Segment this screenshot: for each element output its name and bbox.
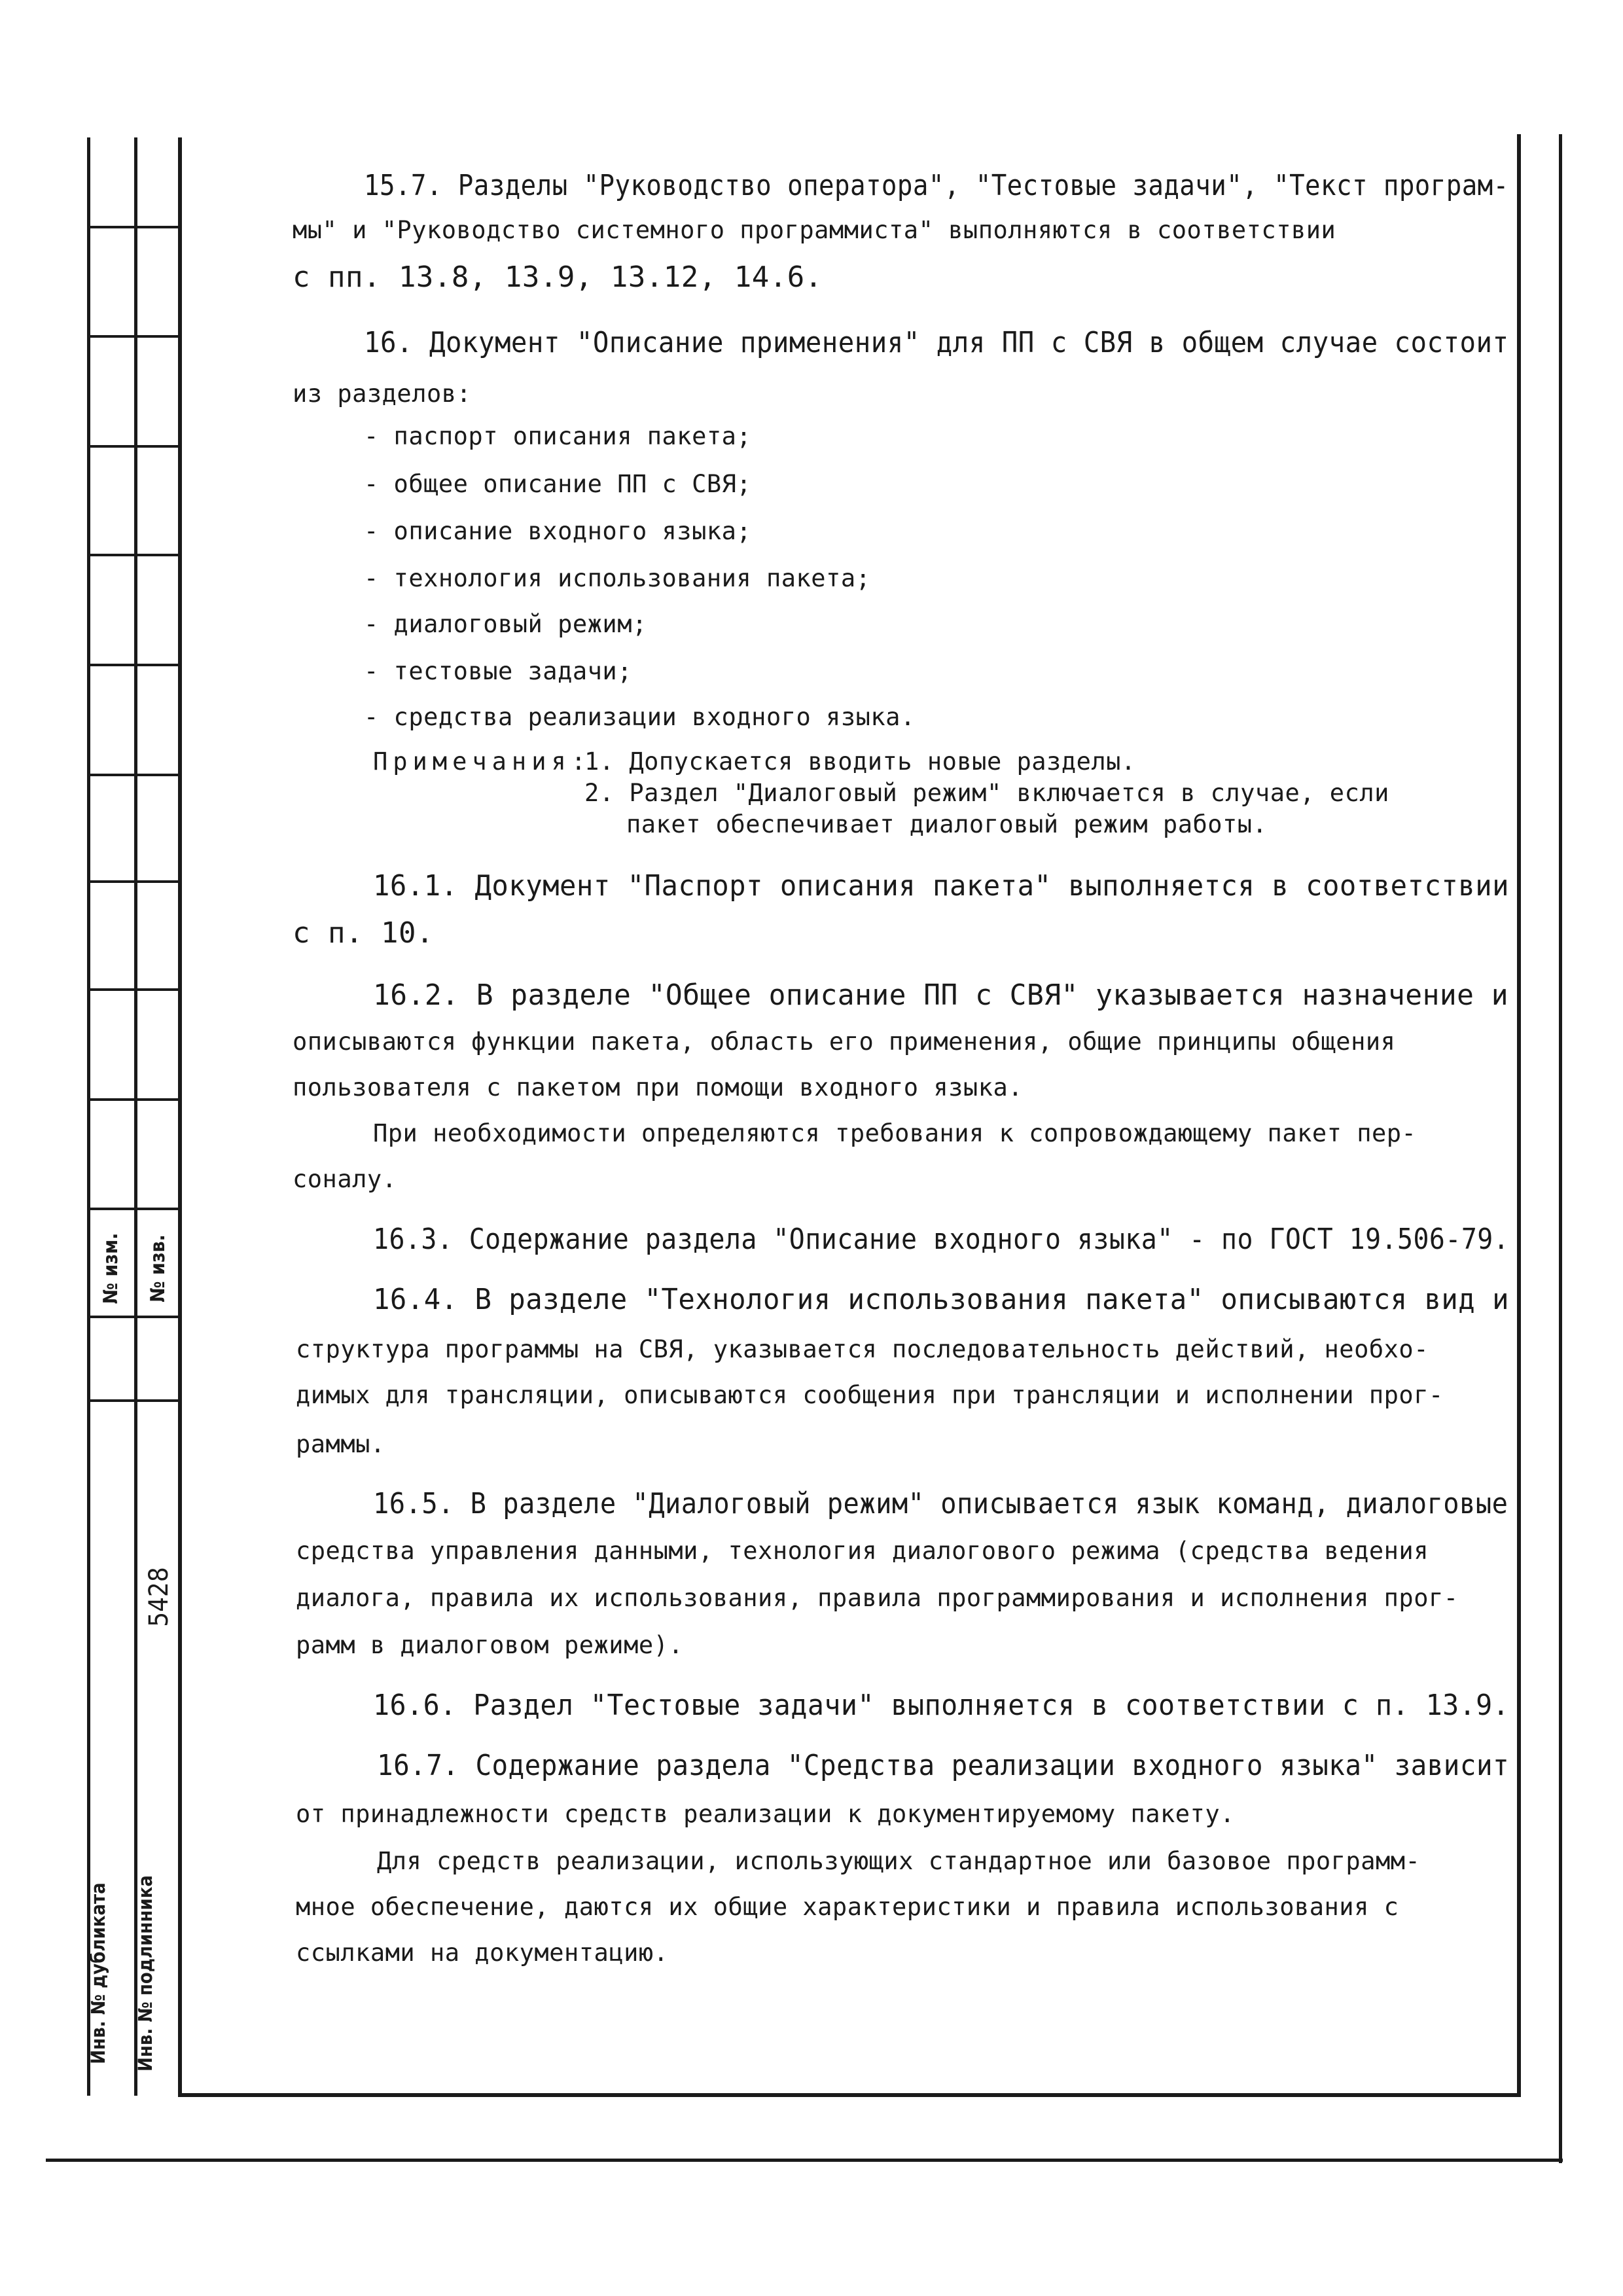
body-line: от принадлежности средств реализации к документируемому пакету. (296, 1800, 1235, 1828)
margin-sep (87, 1098, 182, 1101)
stamp-izv: № изв. (147, 1234, 169, 1302)
margin-sep (87, 335, 182, 338)
margin-sep (87, 988, 182, 991)
margin-sep (87, 554, 182, 556)
body-line: с п. 10. (293, 916, 434, 950)
margin-sep (87, 445, 182, 448)
note-item: пакет обеспечивает диалоговый режим работы. (626, 810, 1268, 838)
body-line: пользователя с пакетом при помощи входного языка. (293, 1073, 1024, 1102)
list-item: - технология использования пакета; (364, 564, 871, 592)
body-line: раммы. (296, 1430, 385, 1458)
body-line: мы" и "Руководство системного программиста" выполняются в соответствии (293, 216, 1336, 244)
stamp-inv-podlinnika: Инв. № подлинника (134, 1875, 156, 2072)
body-line: 16.3. Содержание раздела "Описание входного языка" - по ГОСТ 19.506-79. (373, 1223, 1510, 1256)
list-item: - паспорт описания пакета; (364, 422, 752, 450)
stamp-number: 5428 (144, 1567, 174, 1627)
body-line: 16.7. Содержание раздела "Средства реализации входного языка" зависит (377, 1749, 1510, 1782)
list-item: - средства реализации входного языка. (364, 703, 916, 731)
body-line: структура программы на СВЯ, указывается последовательность действий, необхо- (296, 1335, 1429, 1363)
body-line: 16.6. Раздел "Тестовые задачи" выполняется в соответствии с п. 13.9. (373, 1689, 1510, 1722)
margin-sep (87, 664, 182, 666)
frame-right (1517, 134, 1521, 2094)
frame-left-mid (134, 137, 137, 2096)
margin-sep (87, 880, 182, 883)
margin-sep (87, 1399, 182, 1402)
body-line: 15.7. Разделы "Руководство оператора", "Тестовые задачи", "Текст програм- (364, 169, 1509, 202)
margin-sep (87, 774, 182, 776)
margin-sep (87, 1208, 182, 1210)
stamp-inv-dublikata: Инв. № дубликата (87, 1882, 109, 2064)
frame-left-outer (87, 137, 90, 2096)
note-item: 2. Раздел "Диалоговый режим" включается в случае, если (584, 779, 1389, 807)
stamp-izm: № изм. (99, 1232, 122, 1304)
body-line: средства управления данными, технология диалогового режима (средства ведения (296, 1537, 1429, 1565)
body-line: При необходимости определяются требования к сопровождающему пакет пер- (373, 1119, 1417, 1147)
frame-bottom (178, 2093, 1521, 2097)
body-line: с пп. 13.8, 13.9, 13.12, 14.6. (293, 260, 823, 294)
margin-sep (87, 1316, 182, 1318)
body-line: рамм в диалоговом режиме). (296, 1631, 684, 1659)
page-bottom-rule (46, 2159, 1563, 2162)
body-line: 16.1. Документ "Паспорт описания пакета" выполняется в соответствии (373, 869, 1510, 903)
list-item: - описание входного языка; (364, 517, 752, 545)
body-line: 16.4. В разделе "Технология использования пакета" описываются вид и (373, 1283, 1510, 1316)
body-line: ссылками на документацию. (296, 1939, 669, 1967)
frame-right-outer (1559, 134, 1562, 2163)
list-item: - диалоговый режим; (364, 610, 647, 638)
margin-sep (87, 226, 182, 228)
body-line: описываются функции пакета, область его применения, общие принципы общения (293, 1028, 1396, 1056)
list-item: - тестовые задачи; (364, 657, 632, 685)
body-line: соналу. (293, 1165, 397, 1193)
body-line: диалога, правила их использования, правила программирования и исполнения прог- (296, 1584, 1459, 1612)
notes-heading: Примечания: (373, 747, 592, 776)
list-item: - общее описание ПП с СВЯ; (364, 470, 752, 498)
body-line: Для средств реализации, использующих стандартное или базовое программ- (377, 1847, 1421, 1875)
body-line: 16.5. В разделе "Диалоговый режим" описывается язык команд, диалоговые (373, 1487, 1508, 1520)
body-line: 16.2. В разделе "Общее описание ПП с СВЯ" указывается назначение и (373, 978, 1509, 1012)
note-item: 1. Допускается вводить новые разделы. (584, 747, 1136, 776)
frame-left-inner (178, 137, 182, 2096)
body-line: мное обеспечение, даются их общие характеристики и правила использования с (296, 1893, 1399, 1921)
body-line: димых для трансляции, описываются сообщения при трансляции и исполнении прог- (296, 1381, 1444, 1409)
body-line: из разделов: (293, 380, 472, 408)
body-line: 16. Документ "Описание применения" для ПП с СВЯ в общем случае состоит (364, 326, 1509, 359)
